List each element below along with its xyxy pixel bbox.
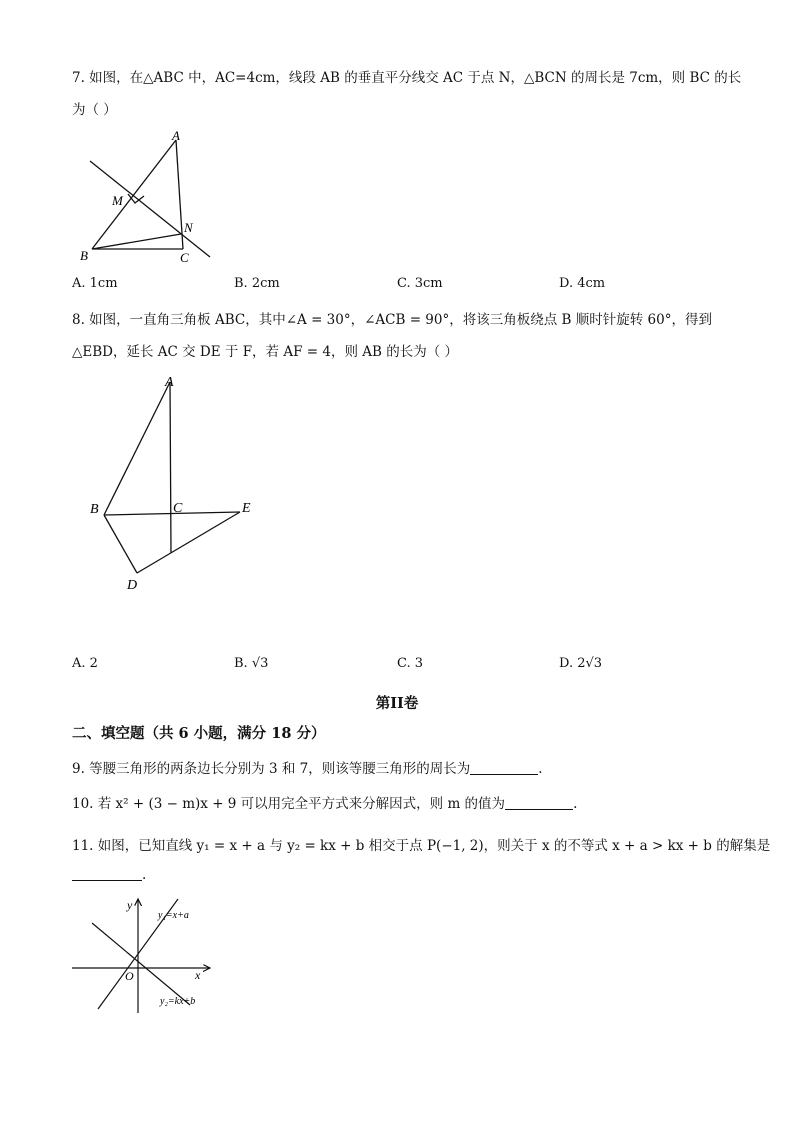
part2-title: 第II卷 bbox=[375, 695, 419, 712]
q7-line2: 为（ ） bbox=[72, 102, 117, 118]
q8-label-e: E bbox=[242, 501, 251, 516]
q9-answer-blank[interactable] bbox=[470, 760, 538, 775]
q7-label-n: N bbox=[184, 220, 193, 235]
q10 bbox=[72, 792, 577, 812]
q8-line2: △EBD，延长 AC 交 DE 于 F，若 AF = 4，则 AB 的长为（ ） bbox=[72, 344, 458, 360]
q8-segment-bd bbox=[104, 515, 137, 573]
q8-label-b: B bbox=[90, 502, 99, 517]
section2-title: 二、填空题（共 6 小题，满分 18 分） bbox=[72, 725, 326, 742]
q11-end: . bbox=[142, 867, 147, 883]
q8-segment-ab bbox=[104, 382, 170, 515]
q9 bbox=[72, 757, 543, 777]
q10-answer-blank[interactable] bbox=[505, 795, 573, 810]
q7-figure bbox=[70, 125, 220, 265]
q7-option-a: A. 1cm bbox=[72, 276, 118, 291]
q7-segment-bn bbox=[92, 234, 181, 249]
q7-option-c: C. 3cm bbox=[397, 276, 443, 291]
q8-option-a: A. 2 bbox=[72, 656, 98, 671]
q11-label-y: y bbox=[127, 898, 133, 912]
q8-label-a: A bbox=[165, 375, 174, 390]
q8-option-d: D. 2√3 bbox=[559, 656, 603, 671]
q8-figure bbox=[85, 370, 275, 600]
q11-label-o: O bbox=[125, 969, 134, 983]
q11-label-line-y1: y₁=x+a bbox=[158, 910, 189, 921]
q8-option-c: C. 3 bbox=[397, 656, 424, 671]
q9-text: 9. 等腰三角形的两条边长分别为 3 和 7，则该等腰三角形的周长为 bbox=[72, 761, 471, 777]
q7-perpendicular-bisector bbox=[90, 161, 210, 257]
q7-label-b: B bbox=[80, 248, 88, 263]
q10-end: . bbox=[573, 796, 578, 812]
q7-label-c: C bbox=[180, 250, 189, 265]
q7-label-m: M bbox=[112, 193, 123, 208]
q11-label-line-y2: y₂=kx+b bbox=[160, 996, 196, 1007]
q7-segment-ab bbox=[92, 140, 176, 249]
q11-line-y2 bbox=[92, 923, 190, 1005]
q11-answer-blank[interactable] bbox=[72, 866, 142, 881]
q8-segment-af bbox=[170, 382, 171, 553]
q8-segment-de bbox=[137, 512, 240, 573]
q11-line1: 11. 如图，已知直线 y₁ = x + a 与 y₂ = kx + b 相交于点 P(−1, 2)，则关于 x 的不等式 x + a > kx + b 的解集是 bbox=[72, 838, 771, 854]
q11-label-x: x bbox=[195, 968, 201, 982]
q7-option-b: B. 2cm bbox=[234, 276, 280, 291]
q7-label-a: A bbox=[172, 128, 180, 143]
q8-line1: 8. 如图，一直角三角板 ABC，其中∠A = 30°，∠ACB = 90°，将该三角板绕点 B 顺时针旋转 60°，得到 bbox=[72, 312, 712, 328]
q9-end: . bbox=[538, 761, 543, 777]
q11-figure bbox=[70, 893, 220, 1018]
q7-line1: 7. 如图，在△ABC 中，AC=4cm，线段 AB 的垂直平分线交 AC 于点 N，△BCN 的周长是 7cm，则 BC 的长 bbox=[72, 70, 742, 86]
q7-option-d: D. 4cm bbox=[559, 276, 606, 291]
q8-label-d: D bbox=[127, 578, 138, 593]
q8-segment-be bbox=[104, 512, 240, 515]
q8-option-b: B. √3 bbox=[234, 656, 269, 671]
q8-label-c: C bbox=[173, 501, 183, 516]
q10-text: 10. 若 x² + (3 − m)x + 9 可以用完全平方式来分解因式，则 m 的值为 bbox=[72, 796, 506, 812]
q11-line2 bbox=[72, 866, 146, 883]
